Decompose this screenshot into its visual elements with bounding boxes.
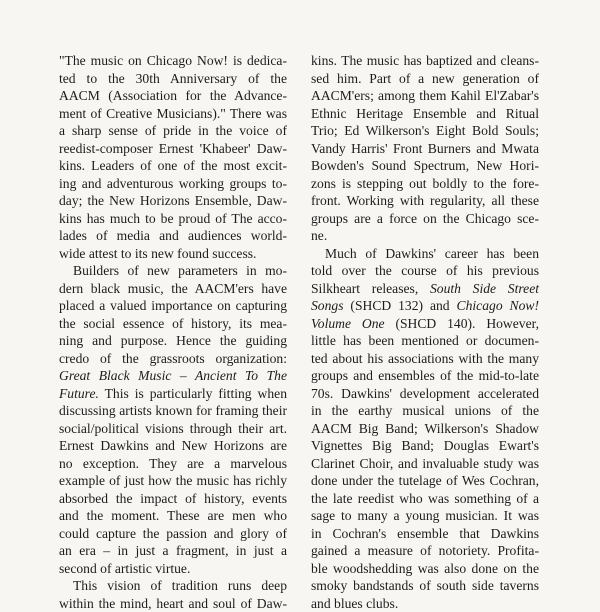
text-line: done under the tutelage of Wes Cochran,: [311, 472, 539, 490]
text-line: ted to the 30th Anniversary of the: [59, 70, 287, 88]
text-line: Ethnic Heritage Ensemble and Ritual: [311, 105, 539, 123]
text-line: groups are a force on the Chicago sce-: [311, 210, 539, 228]
text-line: "The music on Chicago Now! is dedica-: [59, 52, 287, 70]
italic-text: Chicago Now!: [457, 298, 539, 313]
text-line: Vandy Harris' Front Burners and Mwata: [311, 140, 539, 158]
text-line: Bowden's Sound Spectrum, New Hori-: [311, 157, 539, 175]
text-line: within the mind, heart and soul of Daw-: [59, 595, 287, 612]
text-line: in the earthy musical unions of the: [311, 402, 539, 420]
line-text: (SHCD 132) and: [343, 298, 456, 313]
text-line: and blues clubs.: [311, 595, 539, 612]
text-line: ted about his associations with the many: [311, 350, 539, 368]
text-line: Ernest Dawkins and New Horizons are: [59, 437, 287, 455]
italic-text: Future.: [59, 386, 99, 401]
text-line: the social essence of history, its mea-: [59, 315, 287, 333]
text-line: front. Working with regularity, all these: [311, 192, 539, 210]
text-line: [311, 297, 539, 315]
text-line: 70s. Dawkins' development accelerated: [311, 385, 539, 403]
line-text: This is particularly fitting when: [99, 386, 287, 401]
text-line: day; the New Horizons Ensemble, Daw-: [59, 192, 287, 210]
text-line: Clarinet Choir, and invaluable study was: [311, 455, 539, 473]
text-line: dern black music, the AACM'ers have: [59, 280, 287, 298]
text-line: sage to many a young musician. It was: [311, 507, 539, 525]
text-line: kins has much to be proud of The acco-: [59, 210, 287, 228]
text-line: credo of the grassroots organization:: [59, 350, 287, 368]
text-line: example of just how the music has richly: [59, 472, 287, 490]
left-text-column: [59, 52, 287, 612]
text-line: little has been mentioned or documen-: [311, 332, 539, 350]
text-line: [311, 280, 539, 298]
text-line: wide attest to its new found success.: [59, 245, 287, 263]
text-line: absorbed the impact of history, events: [59, 490, 287, 508]
text-line: kins. The music has baptized and cleans-: [311, 52, 539, 70]
text-line: sed him. Part of a new generation of: [311, 70, 539, 88]
text-line: a sharp sense of pride in the voice of: [59, 122, 287, 140]
right-text-column: [311, 52, 539, 612]
text-line: the late reedist who was something of a: [311, 490, 539, 508]
text-line: smoky bandstands of south side taverns: [311, 577, 539, 595]
text-line: could capture the passion and glory of: [59, 525, 287, 543]
text-line: AACM (Association for the Advance-: [59, 87, 287, 105]
text-line: ning and purpose. Hence the guiding: [59, 332, 287, 350]
text-line: and the moment. These are men who: [59, 507, 287, 525]
text-line: Trio; Ed Wilkerson's Eight Bold Souls;: [311, 122, 539, 140]
italic-text: South Side Street: [430, 281, 539, 296]
text-line: ing and adventurous working groups to-: [59, 175, 287, 193]
text-line: told over the course of his previous: [311, 262, 539, 280]
line-text: (SHCD 140). However,: [385, 316, 539, 331]
text-line: zons is stepping out boldly to the fore-: [311, 175, 539, 193]
text-line: ne.: [311, 227, 539, 245]
text-line: AACM Big Band; Wilkerson's Shadow: [311, 420, 539, 438]
text-line: groups and ensembles of the mid-to-late: [311, 367, 539, 385]
text-line: Vignettes Big Band; Douglas Ewart's: [311, 437, 539, 455]
text-line: [59, 385, 287, 403]
text-line: gained a measure of notoriety. Profita-: [311, 542, 539, 560]
text-line: no exception. They are a marvelous: [59, 455, 287, 473]
italic-text: Songs: [311, 298, 343, 313]
text-line: second of artistic virtue.: [59, 560, 287, 578]
line-text: Silkheart releases,: [311, 281, 430, 296]
italic-text: Volume One: [311, 316, 385, 331]
text-line: ment of Creative Musicians)." There was: [59, 105, 287, 123]
text-line: an era – in just a fragment, in just a: [59, 542, 287, 560]
text-line: social/political visions through their art.: [59, 420, 287, 438]
text-line: placed a valued importance on capturing: [59, 297, 287, 315]
italic-text: Great Black Music – Ancient To The: [59, 368, 287, 383]
text-line: in Cochran's ensemble that Dawkins: [311, 525, 539, 543]
text-line: Builders of new parameters in mo-: [59, 262, 287, 280]
text-line: ble woodshedding was also done on the: [311, 560, 539, 578]
text-line: reedist-composer Ernest 'Khabeer' Daw-: [59, 140, 287, 158]
text-line: lades of media and audiences world-: [59, 227, 287, 245]
text-line: [311, 315, 539, 333]
text-line: discussing artists known for framing their: [59, 402, 287, 420]
text-line: [59, 367, 287, 385]
text-line: AACM'ers; among them Kahil El'Zabar's: [311, 87, 539, 105]
text-line: Much of Dawkins' career has been: [311, 245, 539, 263]
text-line: kins. Leaders of one of the most excit-: [59, 157, 287, 175]
text-line: This vision of tradition runs deep: [59, 577, 287, 595]
